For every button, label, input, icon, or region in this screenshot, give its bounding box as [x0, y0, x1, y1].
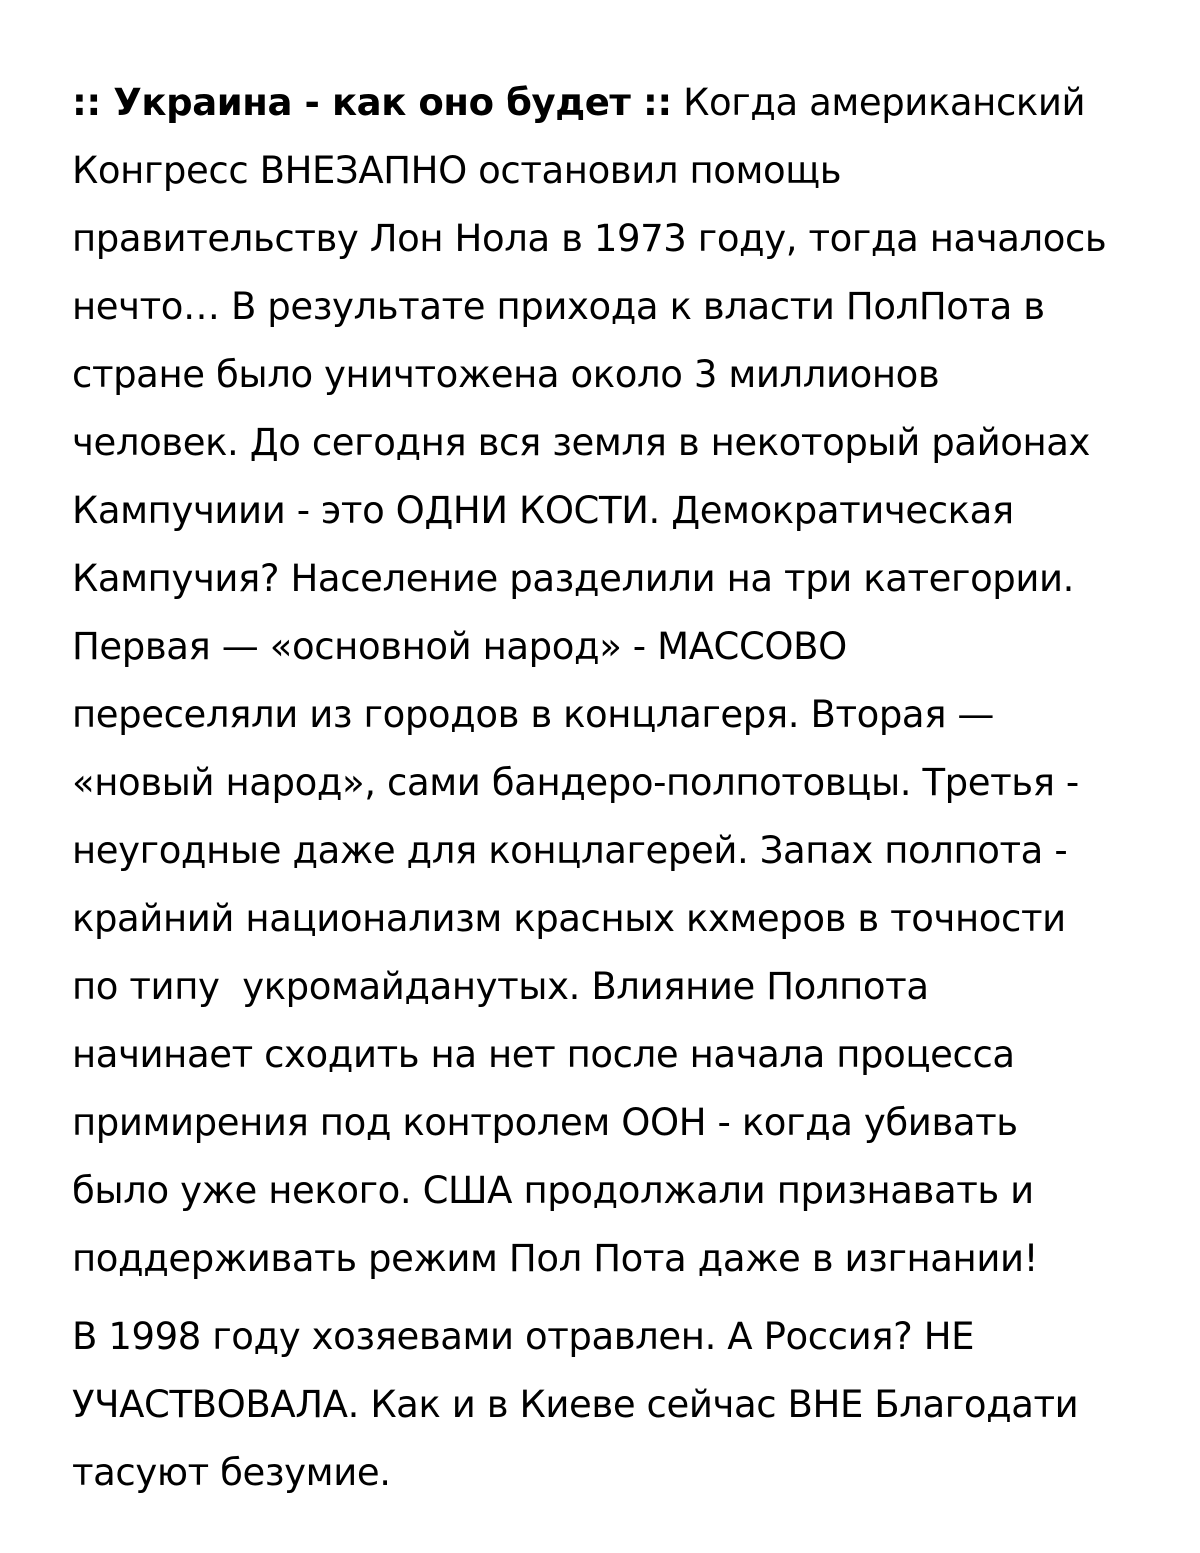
document-title: :: Украина - как оно будет ::: [72, 81, 672, 124]
paragraph-1-line-8: Кампучия? Население разделили на три категории.: [72, 557, 1075, 600]
paragraph-1-line-12: неугодные даже для концлагерей. Запах полпота -: [72, 829, 1068, 872]
paragraph-1-line-1-text: Когда американский: [671, 81, 1086, 124]
paragraph-1-line-11: «новый народ», сами бандеро-полпотовцы. Третья -: [72, 761, 1079, 804]
paragraph-1-line-14: по типу укромайданутых. Влияние Полпота: [72, 965, 929, 1008]
paragraph-1-line-6: человек. До сегодня вся земля в некоторый районах: [72, 421, 1091, 464]
paragraph-2-line-2: УЧАСТВОВАЛА. Как и в Киеве сейчас ВНЕ Благодати: [72, 1383, 1079, 1426]
paragraph-1-line-1: [72, 80, 1085, 126]
paragraph-1-line-7: Кампучиии - это ОДНИ КОСТИ. Демократическая: [72, 489, 1014, 532]
paragraph-1-line-2: Конгресс ВНЕЗАПНО остановил помощь: [72, 149, 842, 192]
paragraph-1-line-3: правительству Лон Нола в 1973 году, тогда началось: [72, 217, 1107, 260]
paragraph-1-line-4: нечто… В результате прихода к власти ПолПота в: [72, 285, 1045, 328]
paragraph-1-line-5: стране было уничтожена около 3 миллионов: [72, 353, 940, 396]
paragraph-1-line-18: поддерживать режим Пол Пота даже в изгнании!: [72, 1237, 1039, 1280]
paragraph-1-line-16: примирения под контролем ООН - когда убивать: [72, 1101, 1018, 1144]
paragraph-1-line-13: крайний национализм красных кхмеров в точности: [72, 897, 1066, 940]
paragraph-1-line-10: переселяли из городов в концлагеря. Вторая —: [72, 693, 995, 736]
paragraph-2-line-1: В 1998 году хозяевами отравлен. А Россия? НЕ: [72, 1315, 975, 1358]
paragraph-2-line-3: тасуют безумие.: [72, 1451, 391, 1494]
paragraph-1-line-15: начинает сходить на нет после начала процесса: [72, 1033, 1015, 1076]
paragraph-1-line-17: было уже некого. США продолжали признавать и: [72, 1169, 1034, 1212]
paragraph-1-line-9: Первая — «основной народ» - МАССОВО: [72, 625, 847, 668]
